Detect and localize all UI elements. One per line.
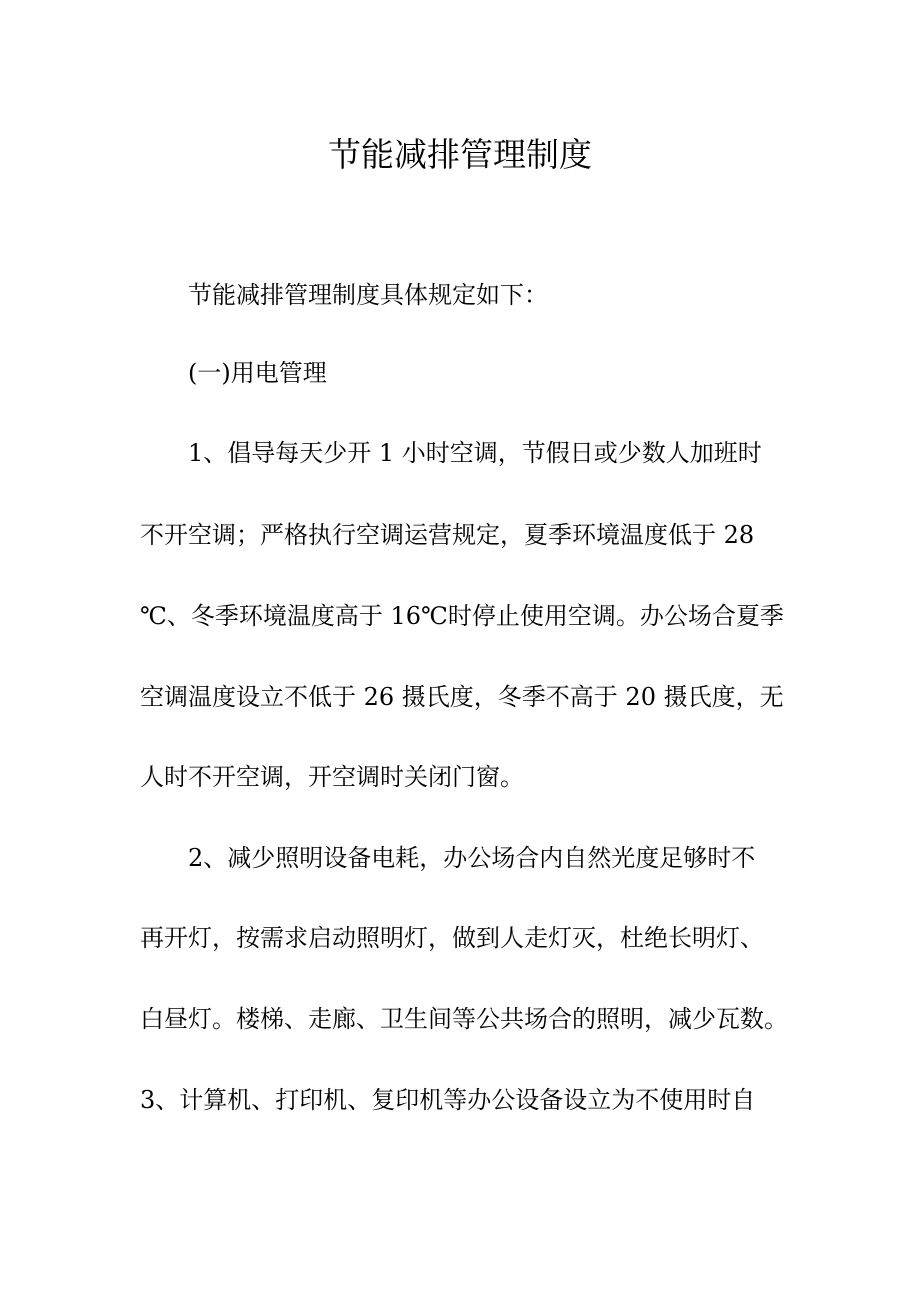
text-line: 3、计算机、打印机、复印机等办公设备设立为不使用时自 <box>140 1086 756 1114</box>
text-line: 2、减少照明设备电耗，办公场合内自然光度足够时不 <box>188 844 756 872</box>
text-line: 1、倡导每天少开 1 小时空调，节假日或少数人加班时 <box>188 439 762 467</box>
text-line: 人时不开空调，开空调时关闭门窗。 <box>140 763 524 791</box>
section-heading-electricity: (一)用电管理 <box>188 359 327 387</box>
text-line-intro: 节能减排管理制度具体规定如下： <box>188 281 548 309</box>
text-line: 空调温度设立不低于 26 摄氏度，冬季不高于 20 摄氏度，无 <box>140 683 784 711</box>
document-title: 节能减排管理制度 <box>328 135 592 174</box>
text-line: 不开空调；严格执行空调运营规定，夏季环境温度低于 28 <box>140 521 755 549</box>
text-line: 再开灯，按需求启动照明灯，做到人走灯灭，杜绝长明灯、 <box>140 924 764 952</box>
text-line: 白昼灯。楼梯、走廊、卫生间等公共场合的照明，减少瓦数。 <box>140 1005 788 1033</box>
text-line: ℃、冬季环境温度高于 16℃时停止使用空调。办公场合夏季 <box>140 602 784 630</box>
